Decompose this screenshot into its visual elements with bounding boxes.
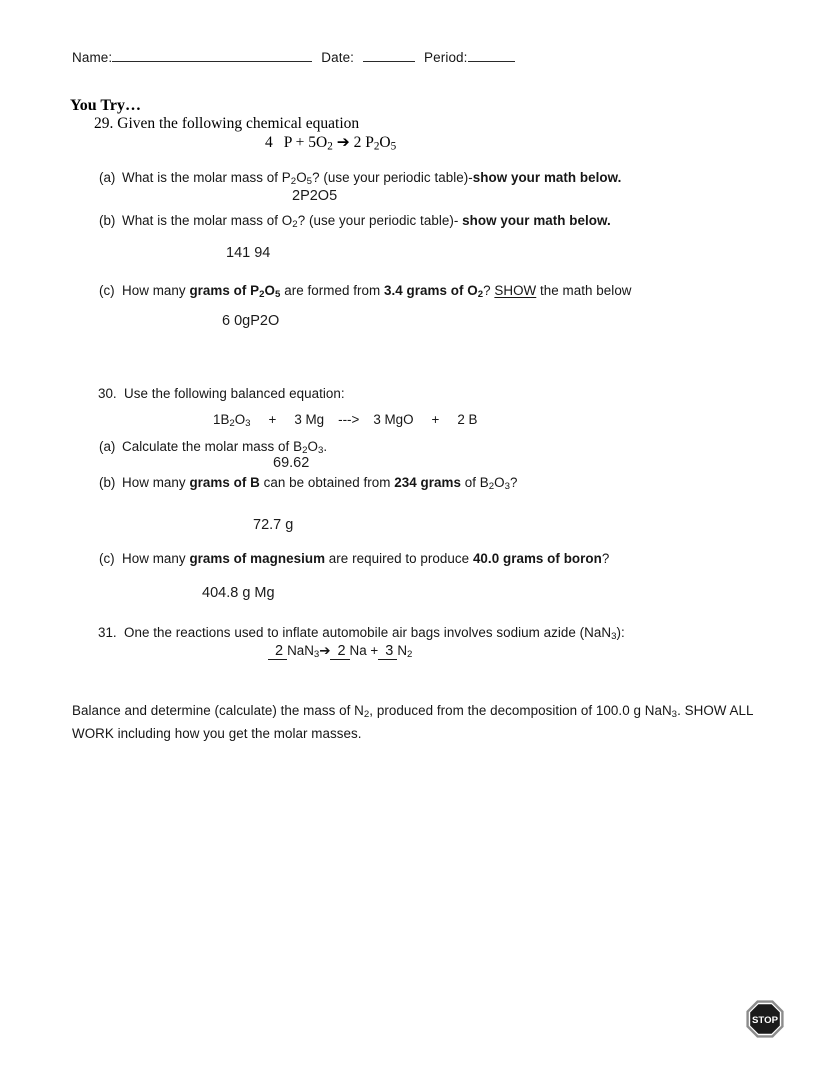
question-30b-label: (b) [99, 475, 116, 490]
eq29-product-sub2: 5 [390, 140, 397, 153]
answer-29a[interactable]: 2P2O5 [292, 188, 338, 204]
question-30a-label: (a) [99, 439, 116, 454]
eq31-plus: + [370, 643, 379, 658]
question-30c-text: How many grams of magnesium are required to produce 40.0 grams of boron? [122, 551, 610, 566]
student-info-header [72, 48, 515, 65]
answer-29c[interactable]: 6 0gP2O [222, 313, 280, 329]
eq29-reactant-sub: 2 [327, 140, 333, 153]
period-blank[interactable] [468, 48, 515, 62]
question-30-stem: Use the following balanced equation: [124, 386, 345, 401]
section-title: You Try… [70, 97, 141, 114]
eq29-coefficient: 4 [265, 134, 273, 151]
question-29-text: Given the following chemical equation [117, 115, 360, 132]
question-29a-text: What is the molar mass of $P_2O_5$? (use your periodic table)-show your math below. [122, 170, 622, 188]
date-blank[interactable] [363, 48, 415, 62]
question-29b-text: What is the molar mass of $O_2$? (use your periodic table)- show your math below. [122, 213, 611, 231]
show-underlined: SHOW [494, 283, 537, 298]
eq30-p2: 2 B [457, 412, 478, 427]
eq31-arrow: ➔ [319, 643, 331, 658]
question-29c-label: (c) [99, 283, 115, 298]
question-31-stem: One the reactions used to inflate automobile air bags involves sodium azide (NaN$_3$): [124, 625, 625, 643]
question-29b-emphasis: show your math below. [462, 213, 611, 228]
eq30-r2: 3 Mg [294, 412, 325, 427]
eq29-product-o: O [379, 134, 391, 151]
eq29-product-coefficient: 2 [353, 134, 362, 151]
eq29-arrow: ➔ [336, 134, 350, 151]
stop-sign-label: STOP [752, 1015, 778, 1027]
eq30-arrow: ---> [338, 412, 360, 427]
answer-30b[interactable]: 72.7 g [253, 517, 294, 533]
stop-sign-icon [746, 1000, 784, 1038]
question-31-equation: 2 NaN$_3$➔ 2 Na + 3 $N_2$ [268, 643, 412, 660]
eq30-r1: 1B [213, 412, 230, 427]
answer-30c[interactable]: 404.8 g Mg [202, 585, 275, 601]
question-31-number: 31. [98, 625, 117, 640]
name-blank[interactable] [112, 48, 312, 62]
question-29c-text: How many grams of $P_2O_5$ are formed from 3.4 grams of $O_2$? SHOW the math below [122, 283, 632, 301]
name-label: Name: [72, 49, 113, 65]
question-29a-label: (a) [99, 170, 116, 185]
eq30-p1: 3 MgO [373, 412, 414, 427]
question-29-stem [94, 115, 359, 133]
closing-instructions: Balance and determine (calculate) the mass of $N_2$, produced from the decomposition of 100.0 g NaN$_3$. SHOW ALL WORK including how you get the molar masses. [72, 703, 753, 742]
eq30-plus-1: + [268, 412, 277, 427]
eq31-species-2: Na [349, 643, 367, 658]
coefficient-blank-1[interactable]: 2 [268, 643, 287, 660]
date-label: Date: [321, 49, 355, 65]
question-29-equation [265, 133, 396, 152]
eq31-species-1: NaN [287, 643, 314, 658]
answer-30a[interactable]: 69.62 [273, 455, 310, 471]
question-30c-label: (c) [99, 551, 115, 566]
eq30-plus-2: + [431, 412, 440, 427]
question-29b-label: (b) [99, 213, 116, 228]
question-30a-text: Calculate the molar mass of $B_2O_3$. [122, 439, 328, 457]
eq31-species-3: N [397, 643, 407, 658]
period-label: Period: [424, 49, 468, 65]
question-30-number: 30. [98, 386, 117, 401]
question-29-number: 29. [94, 115, 114, 132]
eq29-product-sub1: 2 [373, 140, 380, 153]
eq29-product: P [365, 134, 374, 151]
question-30b-text: How many grams of B can be obtained from 234 grams of $B_2O_3$? [122, 475, 518, 493]
coefficient-blank-3[interactable]: 3 [378, 643, 397, 660]
eq29-reactants: P + 5O [283, 134, 328, 151]
question-29a-emphasis: show your math below. [472, 170, 622, 185]
coefficient-blank-2[interactable]: 2 [330, 643, 349, 660]
question-30-equation: $1B_2O_3 + 3$ Mg ---> 3 MgO + 2 B [213, 412, 478, 430]
answer-29b[interactable]: 141 94 [226, 245, 271, 261]
